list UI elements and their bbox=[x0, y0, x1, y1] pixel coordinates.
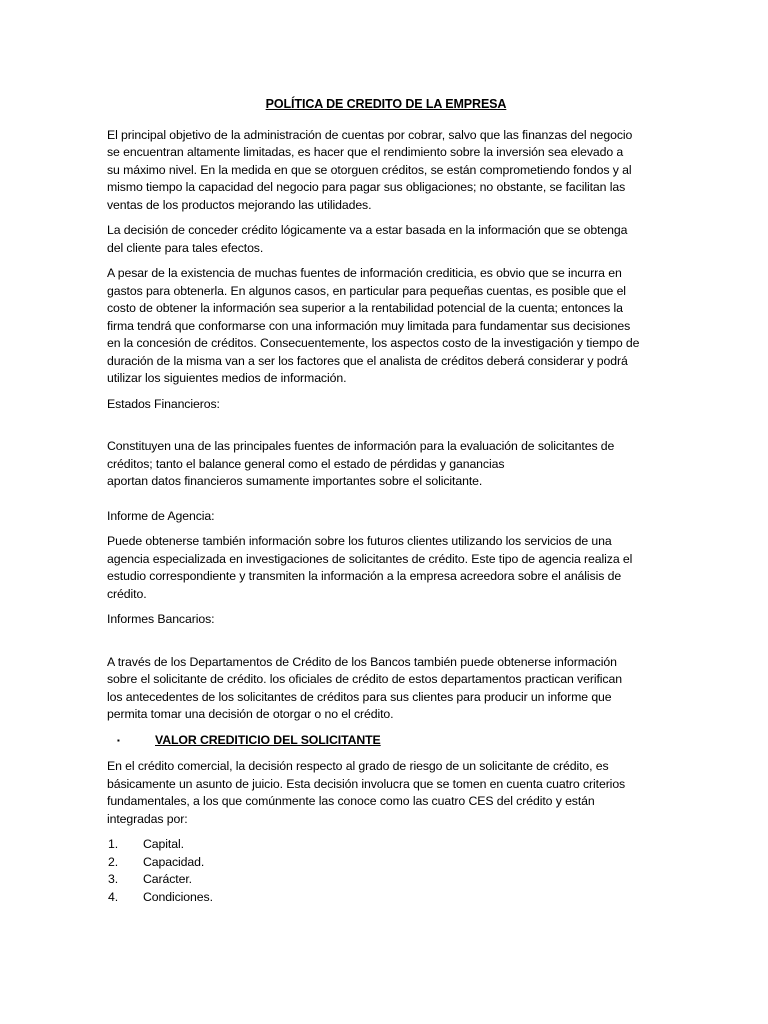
heading-estados-financieros: Estados Financieros: bbox=[107, 396, 220, 411]
list-item bbox=[107, 836, 665, 854]
text-line: utilizar los siguientes medios de información. bbox=[107, 371, 347, 385]
paragraph-objetivo bbox=[107, 127, 665, 215]
text-line: fundamentales, a los que comúnmente las conoce como las cuatro CES del crédito y están bbox=[107, 794, 595, 808]
paragraph-decision bbox=[107, 222, 665, 257]
text-line: los antecedentes de los solicitantes de créditos para sus clientes para producir un informe que bbox=[107, 689, 612, 704]
document-title: POLÍTICA DE CREDITO DE LA EMPRESA bbox=[265, 97, 507, 111]
text-line: agencia especializada en investigaciones de solicitantes de crédito. Este tipo de agencia realiza el bbox=[107, 551, 633, 566]
text-line: sobre el solicitante de crédito. los oficiales de crédito de estos departamentos practican verifican bbox=[107, 672, 622, 686]
text-line: costo de obtener la información sea superior a la rentabilidad potencial de la cuenta; entonces la bbox=[107, 301, 623, 315]
list-item-text: Capacidad. bbox=[143, 854, 205, 869]
text-line: firma tendrá que conformarse con una información muy limitada para fundamentar sus decisiones bbox=[107, 318, 631, 333]
numbered-list-ces bbox=[107, 836, 665, 906]
text-line: gastos para obtenerla. En algunos casos, en particular para pequeñas cuentas, es posible que el bbox=[107, 283, 626, 298]
heading-informe-agencia: Informe de Agencia: bbox=[107, 508, 215, 523]
paragraph-estados bbox=[107, 438, 665, 491]
list-number: 4. bbox=[108, 889, 119, 904]
list-item bbox=[107, 854, 665, 872]
text-line: ventas de los productos mejorando las utilidades. bbox=[107, 197, 372, 212]
text-line: créditos; tanto el balance general como el estado de pérdidas y ganancias bbox=[107, 456, 505, 471]
text-line: se encuentran altamente limitadas, es hacer que el rendimiento sobre la inversión sea elevado a bbox=[107, 145, 624, 159]
paragraph-valor-crediticio bbox=[107, 758, 665, 828]
text-line: La decisión de conceder crédito lógicamente va a estar basada en la información que se obtenga bbox=[107, 223, 628, 237]
text-line: Puede obtenerse también información sobre los futuros clientes utilizando los servicios de una bbox=[107, 534, 612, 548]
text-line: del cliente para tales efectos. bbox=[107, 240, 264, 255]
text-line: crédito. bbox=[107, 586, 147, 601]
list-item bbox=[107, 871, 665, 889]
list-item bbox=[107, 889, 665, 907]
text-line: en la concesión de créditos. Consecuentemente, los aspectos costo de la investigación y tiempo de bbox=[107, 336, 640, 350]
heading-informes-bancarios: Informes Bancarios: bbox=[107, 612, 215, 626]
text-line: duración de la misma van a ser los factores que el analista de créditos deberá considerar y podrá bbox=[107, 353, 628, 368]
text-line: estudio correspondiente y transmiten la información a la empresa acreedora sobre el análisis de bbox=[107, 569, 622, 583]
text-line: integradas por: bbox=[107, 811, 188, 826]
list-item-text: Carácter. bbox=[143, 872, 192, 886]
paragraph-fuentes bbox=[107, 265, 665, 388]
text-line: El principal objetivo de la administración de cuentas por cobrar, salvo que las finanzas del negocio bbox=[107, 127, 633, 142]
bullet-heading-valor bbox=[107, 732, 665, 750]
list-number: 1. bbox=[108, 837, 119, 851]
text-line: Constituyen una de las principales fuentes de información para la evaluación de solicitantes de bbox=[107, 439, 615, 453]
text-line: aportan datos financieros sumamente importantes sobre el solicitante. bbox=[107, 474, 483, 488]
text-line: A pesar de la existencia de muchas fuentes de información crediticia, es obvio que se incurra en bbox=[107, 266, 622, 280]
paragraph-bancarios bbox=[107, 654, 665, 724]
list-number: 2. bbox=[108, 854, 119, 869]
text-line: En el crédito comercial, la decisión respecto al grado de riesgo de un solicitante de crédito, es bbox=[107, 759, 609, 773]
list-item-text: Condiciones. bbox=[143, 889, 213, 904]
text-line: básicamente un asunto de juicio. Esta decisión involucra que se tomen en cuenta cuatro criterios bbox=[107, 776, 626, 791]
bullet-heading-text: VALOR CREDITICIO DEL SOLICITANTE bbox=[155, 732, 381, 747]
document-page bbox=[107, 96, 665, 906]
text-line: permita tomar una decisión de otorgar o no el crédito. bbox=[107, 707, 394, 721]
text-line: mismo tiempo la capacidad del negocio para pagar sus obligaciones; no obstante, se facilitan las bbox=[107, 180, 626, 194]
paragraph-agencia bbox=[107, 533, 665, 603]
list-number: 3. bbox=[108, 872, 119, 886]
text-line: A través de los Departamentos de Crédito de los Bancos también puede obtenerse información bbox=[107, 654, 617, 669]
text-line: su máximo nivel. En la medida en que se otorguen créditos, se están comprometiendo fondos y al bbox=[107, 162, 632, 177]
square-bullet-icon: ▪ bbox=[117, 735, 120, 745]
list-item-text: Capital. bbox=[143, 837, 184, 851]
